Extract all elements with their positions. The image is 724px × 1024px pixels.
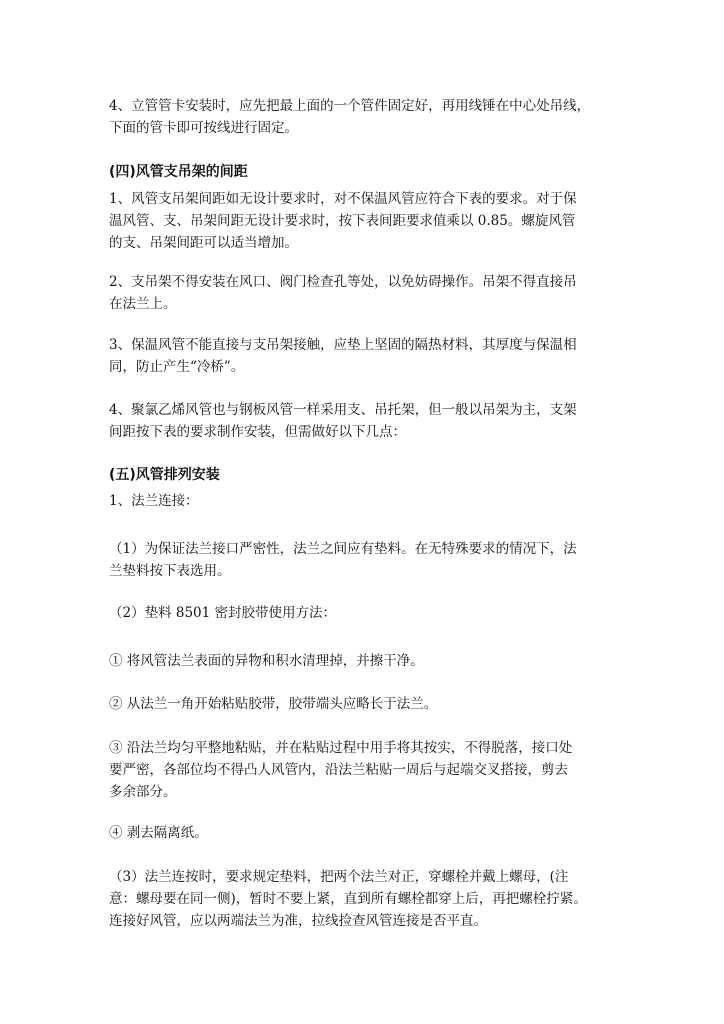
paragraph-support-spacing xyxy=(109,188,629,254)
text-line: 在法兰上。 xyxy=(109,296,177,312)
text-line: 下面的管卡即可按线进行固定。 xyxy=(109,120,298,136)
text-line: （2）垫料 8501 密封胶带使用方法： xyxy=(109,605,337,621)
text-line: 2、支吊架不得安装在风口、阀门检查孔等处，以免妨碍操作。吊架不得直接吊 xyxy=(109,274,577,290)
section-heading-duct-installation: (五)风管排列安装 xyxy=(109,467,220,483)
text-line: 连接好风管，应以两端法兰为准，拉线捡查风管连接是否平直。 xyxy=(109,913,487,929)
text-line: 同，防止产生“冷桥”。 xyxy=(109,359,245,375)
paragraph-step-3 xyxy=(109,737,629,803)
text-line: ① 将风管法兰表面的异物和积水清理掉，并擦干净。 xyxy=(109,653,424,669)
paragraph-flange-gasket xyxy=(109,538,629,582)
paragraph-sealing-tape xyxy=(109,602,629,624)
text-line: 温风管、支、吊架间距无设计要求时，按下表间距要求值乘以 0.85。螺旋风管 xyxy=(109,213,576,229)
text-line: 要严密，各部位均不得凸人风管内，沿法兰粘贴一周后与起端交叉搭接，剪去 xyxy=(109,762,568,778)
text-line: （1）为保证法兰接口严密性，法兰之间应有垫料。在无特殊要求的情况下，法 xyxy=(109,541,577,557)
text-line: 3、保温风管不能直接与支吊架接触，应垫上坚固的隔热材料，其厚度与保温相 xyxy=(109,337,577,353)
paragraph-insulated-duct xyxy=(109,334,629,378)
paragraph-hanger-placement xyxy=(109,271,629,315)
text-line: ③ 沿法兰均匀平整地粘贴，并在粘贴过程中用手将其按实，不得脱落，接口处 xyxy=(109,740,573,756)
text-line: 兰垫料按下表选用。 xyxy=(109,563,231,579)
text-line: 4、聚氯乙烯风管也与钢板风管一样采用支、吊托架，但一般以吊架为主，支架 xyxy=(109,402,577,418)
text-line: 1、法兰连接： xyxy=(109,493,199,509)
text-line: 多余部分。 xyxy=(109,784,177,800)
text-line: 间距按下表的要求制作安装，但需做好以下几点： xyxy=(109,424,406,440)
paragraph-flange-bolting xyxy=(109,866,629,932)
text-line: ④ 剥去隔离纸。 xyxy=(109,825,208,841)
text-line: （3）法兰连按时，要求规定垫料，把两个法兰对正，穿螺栓并戴上螺母，(注 xyxy=(109,869,569,885)
paragraph-standpipe-clamp xyxy=(109,95,629,139)
paragraph-step-4 xyxy=(109,822,629,844)
text-line: ② 从法兰一角开始粘贴胶带，胶带端头应略长于法兰。 xyxy=(109,696,438,712)
text-line: 的支、吊架间距可以适当增加。 xyxy=(109,235,298,251)
paragraph-pvc-duct xyxy=(109,399,629,443)
text-line: 4、立管管卡安装时，应先把最上面的一个管件固定好，再用线锤在中心处吊线， xyxy=(109,98,591,114)
text-line: 意：螺母要在同一侧)，暂时不要上紧，直到所有螺栓都穿上后，再把螺栓拧紧。 xyxy=(109,891,587,907)
paragraph-flange-connection xyxy=(109,490,629,512)
section-heading-support-spacing: (四)风管支吊架的间距 xyxy=(109,164,248,180)
paragraph-step-1 xyxy=(109,650,629,672)
paragraph-step-2 xyxy=(109,693,629,715)
text-line: 1、风管支吊架间距如无设计要求时，对不保温风管应符合下表的要求。对于保 xyxy=(109,191,577,207)
